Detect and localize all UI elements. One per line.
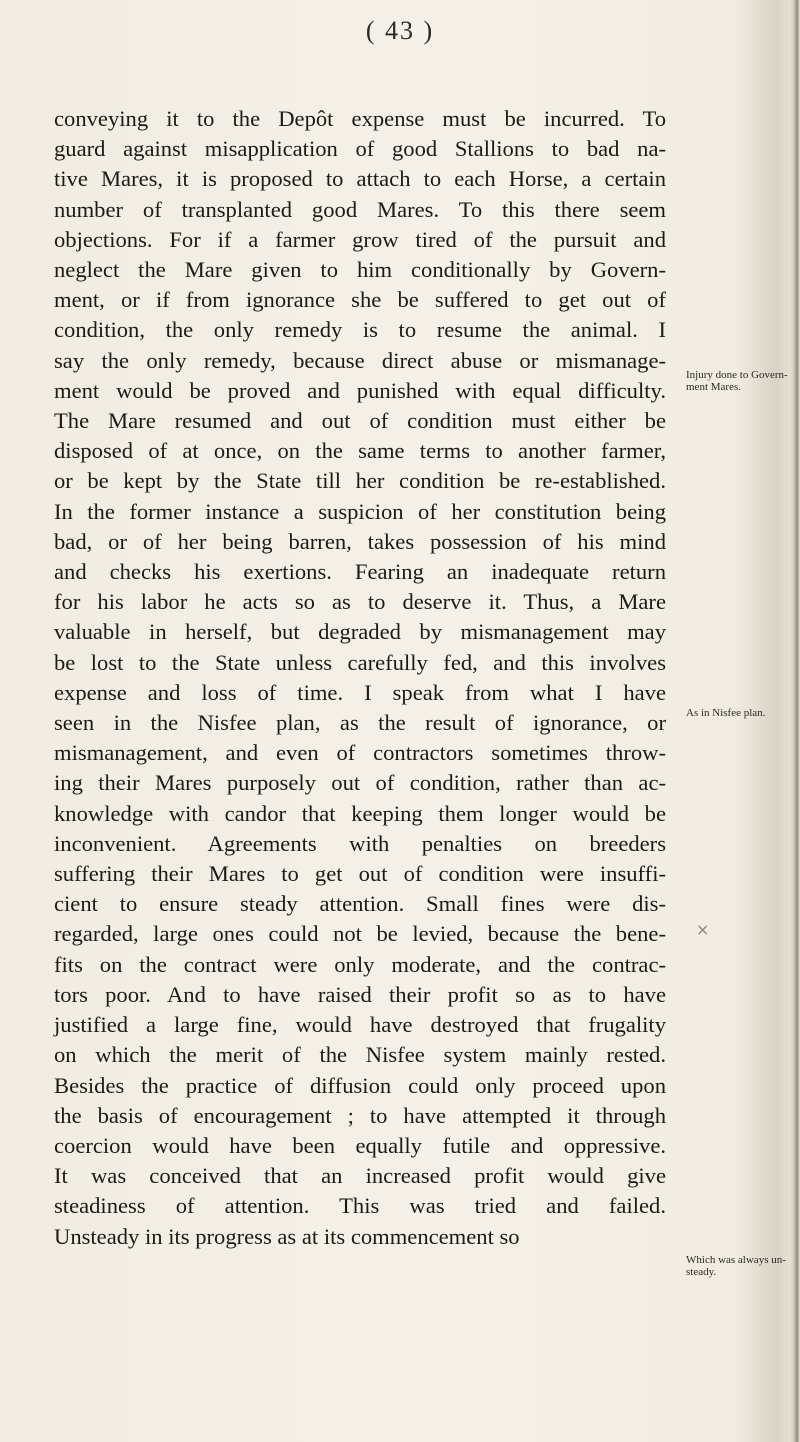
text-line: fits on the contract were only moderate, and the contrac-	[54, 951, 666, 977]
text-line: be lost to the State unless carefully fed, and this involves	[54, 649, 666, 675]
text-line: number of transplanted good Mares. To this there seem	[54, 196, 666, 222]
text-line: Besides the practice of diffusion could only proceed upon	[54, 1072, 666, 1098]
text-line: tive Mares, it is proposed to attach to each Horse, a certain	[54, 166, 666, 192]
page-number: ( 43 )	[365, 16, 435, 45]
text-line: In the former instance a suspicion of her constitution being	[54, 498, 666, 524]
margin-note-line: steady.	[686, 1266, 717, 1278]
margin-note-unsteady	[686, 1254, 786, 1278]
text-line: cient to ensure steady attention. Small fines were dis-	[54, 891, 666, 917]
text-line: suffering their Mares to get out of condition were insuffi-	[54, 861, 666, 887]
text-line: conveying it to the Depôt expense must be incurred. To	[54, 106, 666, 131]
margin-note-nisfee	[686, 707, 765, 719]
text-line: tors poor. And to have raised their profit so as to have	[54, 981, 666, 1007]
text-line: coercion would have been equally futile and oppressive.	[54, 1132, 666, 1158]
text-line: regarded, large ones could not be levied, because the bene-	[54, 921, 666, 947]
text-line: and checks his exertions. Fearing an inadequate return	[54, 559, 666, 585]
text-line: guard against misapplication of good Stallions to bad na-	[54, 136, 666, 162]
margin-note-line: As in Nisfee plan.	[686, 707, 766, 719]
margin-note-line: Which was always un-	[686, 1254, 786, 1266]
text-line: ment, or if from ignorance she be suffered to get out of	[54, 287, 666, 313]
margin-note-line: ment Mares.	[686, 381, 741, 393]
page-edge	[790, 0, 800, 1442]
text-line: valuable in herself, but degraded by mismanagement may	[54, 619, 666, 645]
text-line: justified a large fine, would have destroyed that frugality	[54, 1012, 666, 1038]
text-line: ment would be proved and punished with equal difficulty.	[54, 377, 666, 403]
text-line: Unsteady in its progress as at its commencement so	[54, 1223, 520, 1249]
text-line: or be kept by the State till her condition be re-established.	[54, 468, 666, 494]
text-line: objections. For if a farmer grow tired of the pursuit and	[54, 226, 666, 252]
body-text	[54, 104, 666, 1252]
pencil-mark: ⨯	[696, 920, 710, 939]
text-line: knowledge with candor that keeping them longer would be	[54, 800, 666, 826]
text-line: on which the merit of the Nisfee system mainly rested.	[54, 1042, 666, 1068]
margin-note-line: Injury done to Govern-	[686, 369, 788, 381]
text-line: disposed of at once, on the same terms to another farmer,	[54, 438, 666, 464]
text-line: It was conceived that an increased profit would give	[54, 1163, 666, 1189]
text-line: The Mare resumed and out of condition must either be	[54, 408, 666, 434]
text-line: for his labor he acts so as to deserve it. Thus, a Mare	[54, 589, 666, 615]
text-line: condition, the only remedy is to resume the animal. I	[54, 317, 666, 343]
text-line: steadiness of attention. This was tried and failed.	[54, 1193, 666, 1219]
text-line: seen in the Nisfee plan, as the result of ignorance, or	[54, 710, 666, 736]
text-line: the basis of encouragement ; to have attempted it through	[54, 1102, 666, 1128]
text-line: inconvenient. Agreements with penalties on breeders	[54, 830, 666, 856]
text-line: bad, or of her being barren, takes possession of his mind	[54, 528, 666, 554]
margin-note-injury	[686, 369, 788, 393]
text-line: say the only remedy, because direct abuse or mismanage-	[54, 347, 666, 373]
text-line: expense and loss of time. I speak from what I have	[54, 679, 666, 705]
text-line: neglect the Mare given to him conditionally by Govern-	[54, 257, 666, 283]
text-line: mismanagement, and even of contractors sometimes throw-	[54, 740, 666, 766]
text-line: ing their Mares purposely out of condition, rather than ac-	[54, 770, 666, 796]
